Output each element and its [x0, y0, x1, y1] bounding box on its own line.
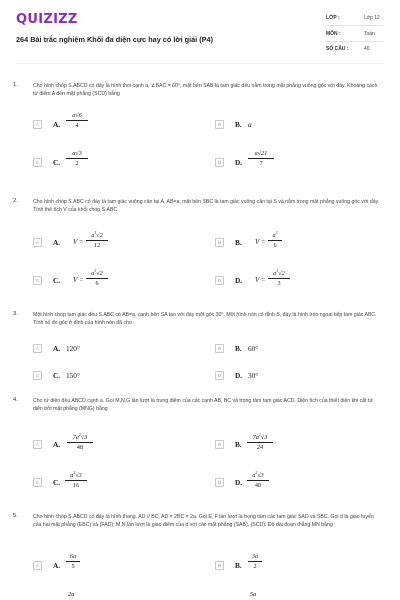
option-badge: B	[215, 440, 224, 449]
option-expression: 30°	[248, 371, 259, 380]
option-badge: B	[215, 120, 224, 129]
option-prefix: V =	[255, 238, 266, 246]
option-expression: 60°	[248, 344, 259, 353]
option-letter: B.	[235, 561, 242, 570]
question-number: 3.	[13, 311, 18, 317]
option-prefix: V =	[73, 276, 84, 284]
option-badge: A	[33, 561, 42, 570]
question-number: 2.	[13, 198, 18, 204]
option-fraction: $7a^2√3$ 24	[252, 433, 268, 451]
option-expression: 150°	[66, 371, 80, 380]
question-number: 4.	[13, 397, 18, 403]
option-prefix: V =	[73, 238, 84, 246]
header-divider	[16, 63, 384, 64]
question-text: Cho tứ diện đều ABCD cạnh a. Gọi M,N,G lần lượt là trung điểm của các cạnh AB, BC và trọng tâm tam giác ACD. Diện tích của thiết diện khi cắt tứ diện bởi mặt phẳng (MNG) bằng	[33, 398, 373, 412]
option-badge: B	[215, 344, 224, 353]
meta-count-label: SỐ CÂU :	[326, 46, 349, 52]
option-fraction: $a^3√2$ 6	[91, 269, 103, 287]
option-prefix: V =	[255, 276, 266, 284]
option-fraction: $7a^2√3$ 48	[72, 433, 88, 451]
meta-divider	[326, 25, 384, 26]
meta-count-value: 40	[364, 46, 370, 52]
option-fraction: 6a 5	[69, 553, 77, 570]
option-letter: A.	[53, 238, 61, 247]
option-fraction: $a^3√2$ 12	[91, 231, 103, 249]
option-c-partial-numerator: 2a	[68, 591, 75, 598]
option-letter: B.	[235, 440, 242, 449]
question-text: Cho hình chóp S.ABCD có đáy là hình thoi cạnh a, ∠BAC = 60°, mặt bên SAB là tam giác đều nằm trong mặt phẳng vuông góc với đáy. Khoảng cách từ điểm A đến mặt phẳng (SCD) bằng	[33, 83, 378, 97]
option-letter: A.	[53, 561, 61, 570]
option-letter: D.	[235, 276, 243, 285]
option-letter: A.	[53, 344, 61, 353]
option-badge: A	[33, 344, 42, 353]
quizizz-logo: QUIZIZZ	[16, 12, 78, 27]
option-badge: D	[215, 478, 224, 487]
option-letter: B.	[235, 344, 242, 353]
option-badge: B	[215, 238, 224, 247]
option-badge: B	[215, 561, 224, 570]
option-badge: D	[215, 158, 224, 167]
option-badge: C	[33, 478, 42, 487]
option-badge: A	[33, 238, 42, 247]
option-fraction: $a^2√3$ 16	[70, 471, 82, 489]
option-letter: C.	[53, 371, 61, 380]
option-fraction: $a^2√3$ 48	[252, 471, 264, 489]
document-header	[0, 0, 400, 62]
option-expression: a	[248, 120, 252, 129]
option-badge: A	[33, 120, 42, 129]
option-fraction: a√6 4	[72, 112, 82, 129]
option-letter: A.	[53, 120, 61, 129]
meta-subject-value: Toán	[364, 31, 375, 37]
option-letter: B.	[235, 238, 242, 247]
option-letter: B.	[235, 120, 242, 129]
option-letter: D.	[235, 478, 243, 487]
option-fraction: a√21 7	[254, 150, 268, 167]
question-text: Cho hình chóp S.ABC có đáy là tam giác vuông cân tại A, AB=a, mặt bên SBC là tam giác vuông cân tại S và nằm trong mặt phẳng vuông góc với đáy. Tính thể tích V của khối chóp S.ABC	[33, 199, 380, 213]
question-text: Cho hình chóp S.ABCD có đáy là hình thang. AD // BC, AD = 2BC = 2a. Gọi E, F lần lượt là trọng tâm các tam giác SAD và SBC. Gọi d là giao tuyến của hai mặt phẳng (EBC) và (FAD); M,N lần lượt là giao điểm của d với các mặt phẳng (SAB), (SCD). Độ dài đoạn thẳng MN bằng	[33, 514, 374, 528]
question-number: 5.	[13, 513, 18, 519]
question-text: Một hình chóp tam giác đều S.ABC có AB=a, cạnh bên SA tạo với đáy một góc 30°. Một hình nón có đỉnh S, đáy là hình tròn ngoại tiếp tam giác ABC. Tính số đo góc ở đỉnh của hình nón đã cho	[33, 312, 377, 326]
option-badge: A	[33, 440, 42, 449]
meta-divider	[326, 41, 384, 42]
option-letter: C.	[53, 276, 61, 285]
option-badge: C	[33, 371, 42, 380]
meta-class-label: LỚP :	[326, 15, 340, 21]
option-fraction: a√3 2	[72, 150, 82, 167]
option-badge: C	[33, 276, 42, 285]
document-title: 264 Bài trắc nghiệm Khối đa diện cực hay có lời giải (P4)	[16, 35, 214, 44]
option-badge: C	[33, 158, 42, 167]
option-fraction: 3a 2	[251, 553, 259, 570]
option-fraction: $a^3√2$ 3	[273, 269, 285, 287]
option-expression: 120°	[66, 344, 80, 353]
option-letter: C.	[53, 158, 61, 167]
option-letter: C.	[53, 478, 61, 487]
option-letter: A.	[53, 440, 61, 449]
meta-class-value: Lớp 12	[364, 15, 380, 21]
option-badge: D	[215, 276, 224, 285]
option-fraction: $a^3$ 6	[272, 231, 278, 249]
option-d-partial-numerator: 5a	[250, 591, 257, 598]
option-badge: D	[215, 371, 224, 380]
option-letter: D.	[235, 371, 243, 380]
question-number: 1.	[13, 82, 18, 88]
option-letter: D.	[235, 158, 243, 167]
meta-subject-label: MÔN :	[326, 31, 341, 37]
